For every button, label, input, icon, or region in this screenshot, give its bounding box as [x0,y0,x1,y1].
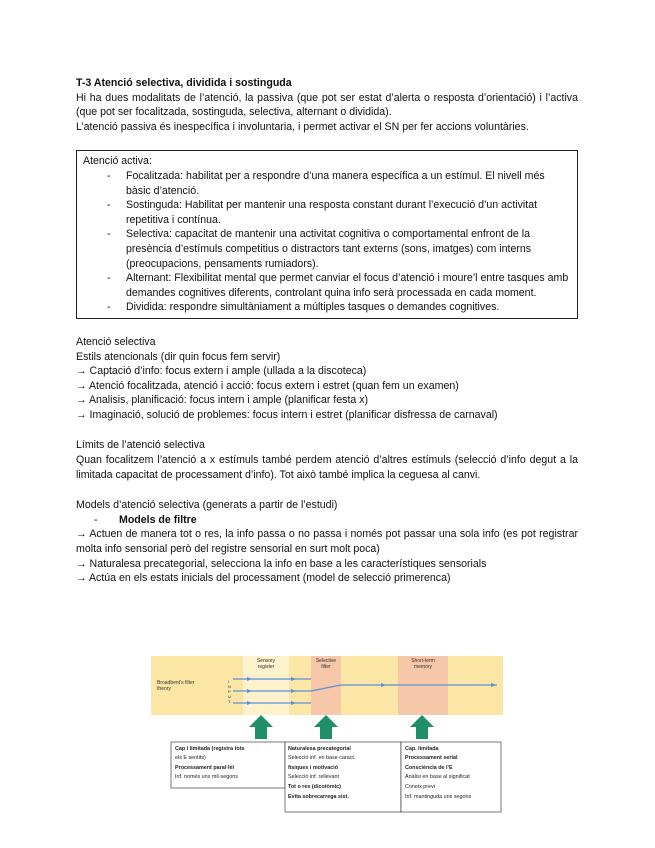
models-heading: Models d’atenció selectiva (generats a partir de l’estudi) [76,499,338,512]
input-letter: U [228,694,231,699]
stage-label: Short-term [411,658,435,664]
intro-paragraph-2: L’atenció passiva és inespecífica i involuntaria, i permet activar el SN per fer accions voluntàries. [76,120,529,133]
stage-label: Sensory [256,658,276,664]
active-attention-list [83,169,571,315]
caption-line: Inf. mantinguda uns segons [405,794,472,800]
models-line: → Actuen de manera tot o res, la info passa o no passa i només pot passar una sola info (es pot registrar molta info sensorial però del registre sensorial en surt molt poca) [76,528,578,556]
caption-line: físiques i motivació [288,765,339,771]
list-item: - Focalitzada: habilitat per a respondre d’una manera específica a un estímul. El nivell més bàsic d’atenció. [101,169,571,198]
models-line: → Actúa en els estats inicials del processament (model de selecció primerenca) [76,572,451,585]
caption-line: Selecció inf. rellevant [288,774,339,780]
intro-paragraph-1: Hi ha dues modalitats de l’atenció, la passiva (que pot ser estat d’alerta o resposta d’orientació) i l’activa (que pot ser focalitzada, sostinguda, selectiva, alternant o dividida). [76,91,578,119]
theory-label: theory [157,686,171,692]
input-letter: I [228,679,230,684]
limits-heading: Límits de l’atenció selectiva [76,439,205,452]
caption-line: Tot o res (dicotòmic) [288,784,341,790]
selective-item: → Analisis, planificació: focus intern i ample (planificar festa x) [76,394,369,407]
caption-line: Cap. limitada [405,746,439,752]
caption-line: els E sentits) [175,755,206,761]
models-line: → Naturalesa precategorial, selecciona la info en base a les característiques sensorials [76,557,487,570]
input-letter: P [228,689,231,694]
stage-label: filter [321,664,331,670]
limits-paragraph: Quan focalitzem l’atenció a x estímuls també perdem atenció d’altres estímuls (selecció d’info degut a la limitada capacitat de processament d’info). Tot això també implica la ceguesa al canvi. [76,454,578,481]
selective-item: → Captació d’info: focus extern i ample (ullada a la discoteca) [76,365,367,378]
list-item: - Selectiva: capacitat de mantenir una activitat cognitiva o comportamental enfront de la presència d’estímuls competitius o distractors tant externs (sons, imatges) com interns (preocupacions, pensaments rumiadors). [101,227,571,271]
active-attention-box [76,150,578,319]
list-item: - Alternant: Flexibilitat mental que permet canviar el focus d’atenció i moure’l entre tasques amb demandes cognitives diferents, controlant quina info serà processada en cada moment. [101,271,571,300]
caption-line: Inf. només uns mil·segons [175,774,238,780]
selective-item: → Atenció focalitzada, atenció i acció: focus extern i estret (quan fem un examen) [76,379,459,392]
selective-heading: Atenció selectiva [76,335,156,348]
list-item: - Dividida: respondre simultàniament a múltiples tasques o demandes cognitives. [101,300,571,315]
input-letter: N [228,684,231,689]
caption-line: Processament paral·lel [175,765,235,771]
caption-line: Selecció inf. en base caract. [288,755,356,761]
caption-line: Naturalesa precategorial [288,746,351,752]
stage-label: Selective [315,658,337,664]
caption-line: Coneix previ [405,784,435,790]
box-heading: Atenció activa: [83,155,152,168]
document-body [76,76,578,586]
stage-label: memory [413,664,433,670]
caption-line: Cap i limitada (registra tots [175,746,245,752]
stage-label: register [257,664,275,670]
selective-item: → Imaginació, solució de problemes: focus intern i estret (planificar disfressa de carnaval) [76,408,498,421]
filter-models-subheading: - Models de filtre [94,513,197,526]
caption-line: Consciència de l’E [405,765,453,771]
selective-subheading: Estils atencionals (dir quin focus fem servir) [76,350,281,363]
list-item: - Sostinguda: Habilitat per mantenir una resposta constant durant l’execució d’un activitat repetitiva i contínua. [101,198,571,227]
caption-line: Processament serial [405,755,458,761]
caption-line: Anàlisi en base al significat [405,774,470,780]
broadbent-filter-diagram [151,651,503,815]
section-title: T-3 Atenció selectiva, dividida i sostinguda [76,77,292,89]
input-letter: T [228,699,231,704]
theory-label: Broadbent’s filter [157,680,195,686]
caption-line: Evita sobrecarrega sist. [288,794,349,800]
